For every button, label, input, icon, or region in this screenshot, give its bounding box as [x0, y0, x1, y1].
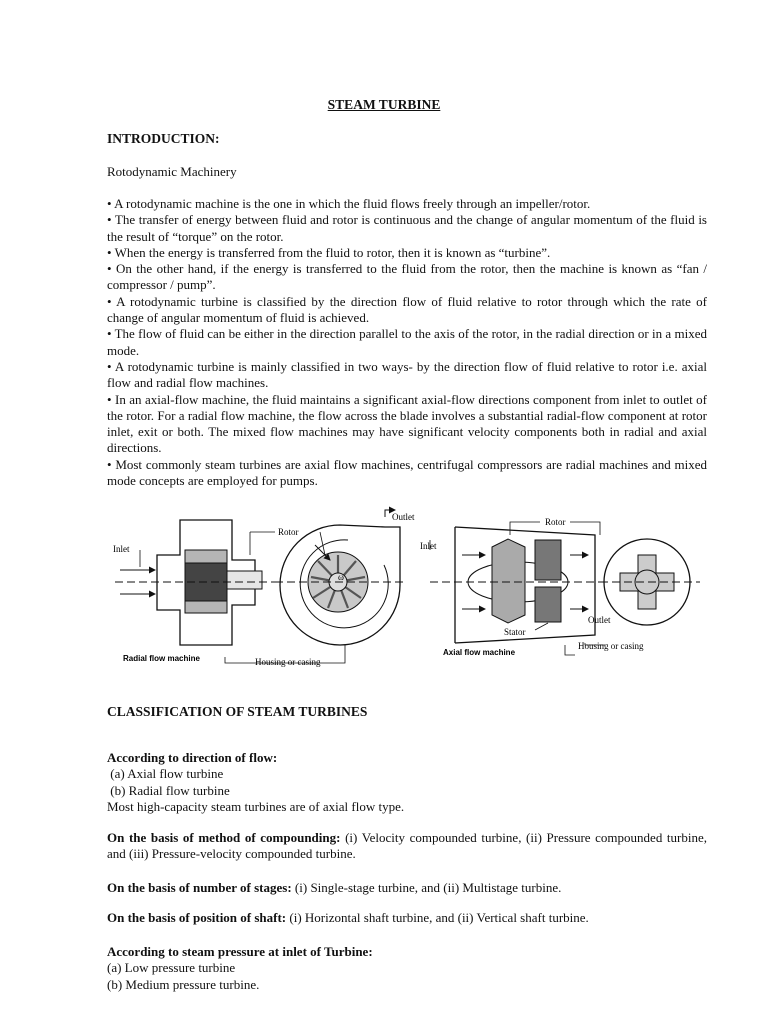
- bullet-item: • The transfer of energy between fluid and rotor is continuous and the change of angular momentum of the fluid is the result of “torque” on the rotor.: [107, 212, 707, 244]
- axial-flow-caption: Axial flow machine: [443, 648, 516, 657]
- intro-heading: INTRODUCTION:: [107, 131, 220, 146]
- radial-side-view: [115, 520, 275, 645]
- omega-label: ω: [338, 572, 344, 582]
- radial-housing-label: Housing or casing: [255, 657, 321, 667]
- pressure-section: [107, 944, 707, 993]
- stages-section: [107, 880, 707, 896]
- axial-outlet-label: Outlet: [588, 615, 611, 625]
- bullet-item: • In an axial-flow machine, the fluid maintains a significant axial-flow directions component from inlet to outlet of the rotor. For a radial flow machine, the flow across the blade involves a substantial radial-flow component at rotor inlet, exit or both. The mixed flow machines may have significant velocity components both in radial and axial directions.: [107, 391, 707, 456]
- shaft-text: (i) Horizontal shaft turbine, and (ii) Vertical shaft turbine.: [286, 910, 589, 925]
- compounding-section: [107, 830, 707, 863]
- list-item: (a) Axial flow turbine: [107, 766, 224, 782]
- bullet-item: • A rotodynamic turbine is mainly classified in two ways- by the direction flow of fluid relative to rotor i.e. axial flow and radial flow machines.: [107, 358, 707, 391]
- axial-housing-label: Housing or casing: [578, 641, 644, 651]
- classification-heading: CLASSIFICATION OF STEAM TURBINES: [107, 704, 368, 719]
- list-item: (a) Low pressure turbine: [107, 960, 236, 976]
- axial-side-view: [430, 527, 605, 643]
- pressure-heading: According to steam pressure at inlet of Turbine:: [107, 944, 373, 959]
- axial-rotor-label: Rotor: [545, 517, 566, 527]
- bullet-item: • A rotodynamic machine is the one in which the fluid flows freely through an impeller/rotor.: [107, 196, 591, 211]
- stages-label: On the basis of number of stages:: [107, 880, 292, 895]
- list-item: (b) Radial flow turbine: [107, 782, 230, 798]
- stages-text: (i) Single-stage turbine, and (ii) Multistage turbine.: [291, 880, 562, 895]
- compounding-label: On the basis of method of compounding:: [107, 830, 341, 845]
- direction-heading: According to direction of flow:: [107, 750, 278, 765]
- direction-note: Most high-capacity steam turbines are of axial flow type.: [107, 798, 405, 814]
- compounding-text: (i) Velocity compounded turbine, (ii) Pressure compounded turbine, and (iii) Pressure-velocity compounded turbine.: [107, 830, 707, 862]
- bullet-item: • The flow of fluid can be either in the direction parallel to the axis of the rotor, in the radial direction or in a mixed mode.: [107, 326, 707, 358]
- bullet-item: • When the energy is transferred from the fluid to rotor, then it is known as “turbine”.: [107, 244, 551, 260]
- direction-section: [107, 750, 707, 815]
- subheading: Rotodynamic Machinery: [107, 164, 237, 179]
- stator-label: Stator: [504, 627, 526, 637]
- radial-rotor-label: Rotor: [278, 527, 299, 537]
- bullet-list: [107, 196, 707, 489]
- radial-flow-caption: Radial flow machine: [123, 654, 200, 663]
- bullet-item: • On the other hand, if the energy is transferred to the fluid from the rotor, then the machine is known as “fan / compressor / pump”.: [107, 261, 707, 293]
- radial-inlet-label: Inlet: [113, 544, 130, 554]
- document-title: STEAM TURBINE: [327, 97, 441, 112]
- shaft-label: On the basis of position of shaft:: [107, 910, 287, 925]
- bullet-item: • Most commonly steam turbines are axial flow machines, centrifugal compressors are radial machines and mixed mode concepts are employed for pumps.: [107, 456, 707, 489]
- radial-outlet-label: Outlet: [392, 512, 415, 522]
- list-item: (b) Medium pressure turbine.: [107, 976, 260, 992]
- axial-front-view: [600, 539, 700, 625]
- axial-inlet-label: Inlet: [420, 541, 437, 551]
- flow-machine-figure: [100, 505, 710, 675]
- bullet-item: • A rotodynamic turbine is classified by the direction flow of fluid relative to rotor through which the rate of change of angular momentum of fluid is achieved.: [107, 293, 707, 326]
- shaft-section: [107, 910, 707, 926]
